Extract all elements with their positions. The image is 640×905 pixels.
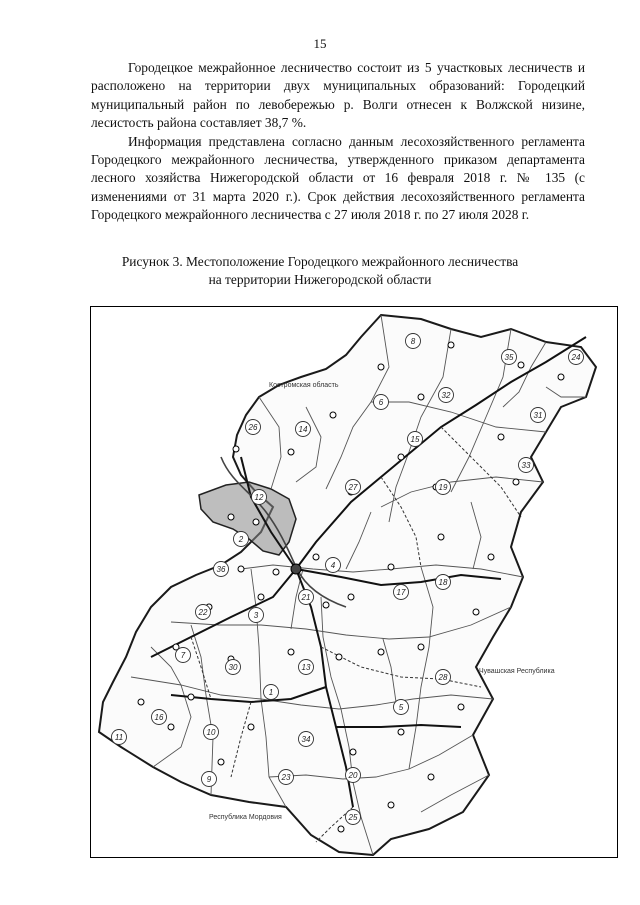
district-number: 16 xyxy=(154,713,164,722)
label-chuvash: Чувашская Республика xyxy=(479,668,555,675)
district-number: 8 xyxy=(410,337,416,346)
district-number: 7 xyxy=(180,651,186,660)
district-number: 25 xyxy=(348,813,358,822)
district-number: 22 xyxy=(198,608,208,617)
caption-line-1: Рисунок 3. Местоположение Городецкого межрайонного лесничества xyxy=(121,254,519,269)
district-number: 27 xyxy=(348,483,358,492)
district-number: 4 xyxy=(330,561,336,570)
body-text xyxy=(91,59,585,225)
district-number: 24 xyxy=(571,353,581,362)
district-number: 15 xyxy=(410,435,420,444)
district-number: 35 xyxy=(504,353,514,362)
district-number: 5 xyxy=(398,703,404,712)
district-number: 2 xyxy=(238,535,244,544)
district-number: 33 xyxy=(521,461,531,470)
district-number: 18 xyxy=(438,578,448,587)
district-number: 6 xyxy=(378,398,384,407)
district-number: 28 xyxy=(438,673,448,682)
city-marker xyxy=(291,564,301,574)
district-number: 20 xyxy=(348,771,358,780)
label-kostroma: Костромская область xyxy=(269,382,339,389)
label-mordovia: Республика Мордовия xyxy=(209,814,282,821)
figure-caption xyxy=(0,253,640,289)
district-number: 23 xyxy=(281,773,291,782)
district-number: 13 xyxy=(301,663,311,672)
district-number: 9 xyxy=(206,775,212,784)
district-number: 14 xyxy=(298,425,308,434)
district-number: 32 xyxy=(441,391,451,400)
page-number: 15 xyxy=(313,36,327,51)
district-number: 34 xyxy=(301,735,311,744)
district-number: 26 xyxy=(248,423,258,432)
district-number: 1 xyxy=(268,688,274,697)
district-number: 30 xyxy=(228,663,238,672)
map-svg xyxy=(91,307,616,856)
district-number: 31 xyxy=(533,411,543,420)
district-number: 3 xyxy=(253,611,259,620)
district-number: 21 xyxy=(301,593,311,602)
district-number: 19 xyxy=(438,483,448,492)
district-number: 36 xyxy=(216,565,226,574)
district-number: 10 xyxy=(206,728,216,737)
paragraph-2: Информация представлена согласно данным лесохозяйственного регламента Городецкого межрайонного лесничества, утвержденного приказом департамента лесного хозяйства Нижегородской области от 16 февраля 2018 г. № 135 (с изменениями от 31 марта 2020 г.). Срок действия лесохозяйственного регламента Городецкого межрайонного лесничества с 27 июля 2018 г. по 27 июля 2028 г. xyxy=(91,133,585,223)
district-number: 17 xyxy=(396,588,406,597)
paragraph-1: Городецкое межрайонное лесничество состоит из 5 участковых лесничеств и расположено на территории двух муниципальных образований: Городецкий муниципальный район по левобережью р. Волги отнесен к Волжской низине, лесистость района составляет 38,7 %. xyxy=(91,60,585,131)
region-map xyxy=(90,306,618,858)
district-number: 11 xyxy=(114,733,124,742)
district-number: 12 xyxy=(254,493,264,502)
caption-line-2: на территории Нижегородской области xyxy=(208,272,432,287)
